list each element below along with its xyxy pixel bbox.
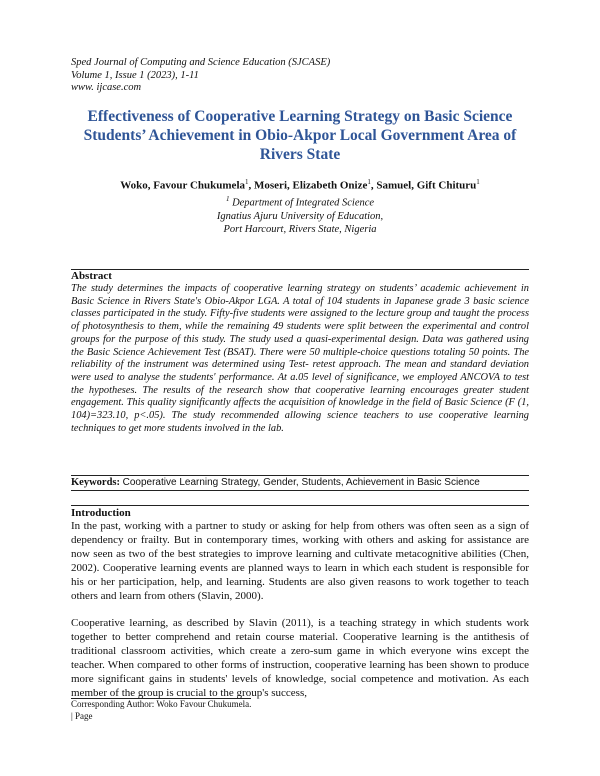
- abstract-heading: Abstract: [71, 270, 112, 282]
- journal-url[interactable]: www. ijcase.com: [71, 82, 142, 93]
- title-line: Effectiveness of Cooperative Learning Strategy on Basic Science: [87, 108, 513, 125]
- intro-paragraph: Cooperative learning, as described by Slavin (2011), is a teaching strategy in which students work together to better comprehend and retain course material. Cooperative learning is the antithesis of traditional classroom activities, which create a zero-sum game in which everyone wins except the teacher. When compared to other forms of instruction, cooperative learning has been shown to produce more significant gains in students' levels of knowledge, social competence and motivation. As each member of the group is crucial to the group's success,: [71, 617, 529, 699]
- abstract-text: The study determines the impacts of cooperative learning strategy on students’ academic achievement in Basic Science in Rivers State's Obio-Akpor LGA. A total of 104 students in Japanese grade 3 basic science classes participated in the study. Fifty-five students were assigned to the lecture group and taught the process of photosynthesis to them, while the remaining 49 students were split between the experimental and control groups for the purpose of this study. The study used a quasi-experimental design. Data was gathered using the Basic Science Achievement Test (BSAT). There were 50 multiple-choice questions totaling 50 points. The reliability of the instrument was determined using Test- retest approach. The mean and standard deviation were used to analyse the students' performance. At a.05 level of significance, we employed ANCOVA to test the hypotheses. The results of the research show that cooperative learning encourages greater student engagement. This quality significantly affects the acquisition of knowledge in the field of Basic Science (F (1, 104)=323.10, p<.05). The study recommended allowing science teachers to use cooperative learning techniques to get more students involved in the lab.: [71, 283, 529, 434]
- journal-header: [71, 57, 330, 95]
- intro-top-rule: [71, 505, 529, 506]
- affiliation-mark: 1: [476, 178, 480, 186]
- abstract-top-rule: [71, 269, 529, 270]
- paper-title: [72, 107, 528, 164]
- affiliation-mark: 1: [245, 178, 249, 186]
- intro-paragraph: In the past, working with a partner to study or asking for help from others was often seen as a sign of dependency or frailty. But in contemporary times, working with others and asking for assistance are now seen as two of the best strategies to improve learning and cultivate metacognitive abilities (Chen, 2002). Cooperative learning events are planned ways to learn in which each student is responsible for his or her participation, help, and learning. Students are also given reasons to work together to teach others and learn from others (Slavin, 2000).: [71, 520, 529, 602]
- keywords: [71, 477, 529, 488]
- affiliation-city: Port Harcourt, Rivers State, Nigeria: [223, 223, 377, 235]
- page-number: | Page: [71, 711, 93, 721]
- journal-volume: Volume 1, Issue 1 (2023), 1-11: [71, 69, 199, 81]
- affiliation-dept: Department of Integrated Science: [232, 197, 375, 209]
- title-line: Students’ Achievement in Obio-Akpor Local Government Area of: [83, 127, 517, 144]
- keywords-top-rule: [71, 475, 529, 476]
- journal-name: Sped Journal of Computing and Science Education (SJCASE): [71, 57, 331, 68]
- affiliation: [72, 193, 528, 236]
- corresponding-author: Corresponding Author: Woko Favour Chukumela.: [71, 699, 252, 709]
- keywords-label: Keywords:: [71, 477, 120, 488]
- author-name: Samuel, Gift Chituru: [376, 179, 477, 192]
- author-name: Moseri, Elizabeth Onize: [254, 179, 368, 192]
- title-line: Rivers State: [259, 146, 341, 163]
- affiliation-mark: 1: [367, 178, 371, 186]
- introduction-heading: Introduction: [71, 507, 131, 519]
- affiliation-mark: 1: [225, 195, 230, 203]
- keywords-bottom-rule: [71, 490, 529, 491]
- author-list: Woko, Favour Chukumela$^1$, Moseri, Elizabeth Onize$^1$, Samuel, Gift Chituru$^1$: [120, 178, 480, 192]
- author-name: Woko, Favour Chukumela: [120, 179, 246, 192]
- keywords-text: Cooperative Learning Strategy, Gender, Students, Achievement in Basic Science: [122, 477, 480, 488]
- affiliation-university: Ignatius Ajuru University of Education,: [216, 210, 384, 222]
